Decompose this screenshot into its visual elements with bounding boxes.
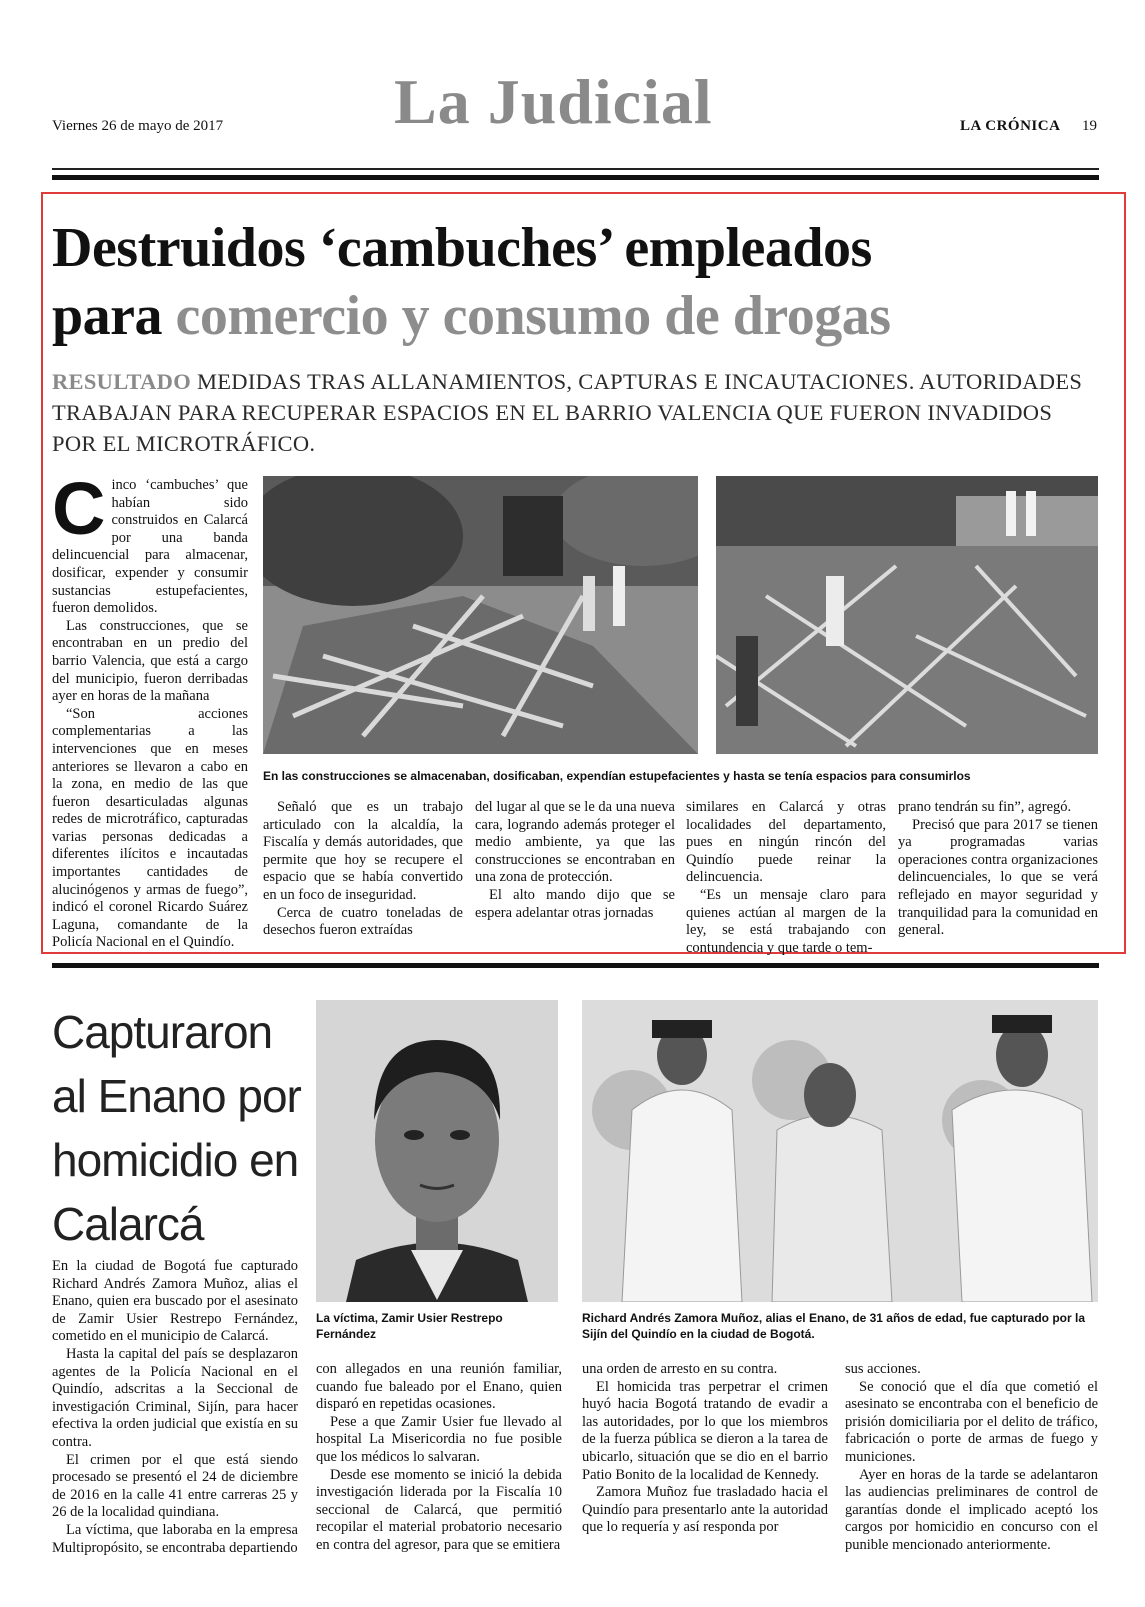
- article2-column-3: [582, 1361, 828, 1537]
- article2-column-2: [316, 1361, 562, 1555]
- article2-column-1: [52, 1258, 298, 1557]
- article-headline: [52, 214, 1122, 350]
- a2-col4-para-1: sus acciones.: [845, 1361, 921, 1377]
- col1-para-3: “Son acciones complementarias a las intervenciones que en meses anteriores se llevaron a cabo en la zona, en medio de las que fueron desarticuladas algunas redes de microtráfico, capturadas varias personas dedicadas a diferentes ilícitos e incautadas importantes cantidades de alucinógenos y armas de fuego”, indicó el coronel Ricardo Suárez Laguna, comandante de la Policía Nacional en el Quindío.: [52, 705, 248, 951]
- article2-column-4: [845, 1361, 1098, 1555]
- drop-cap: C: [52, 467, 106, 550]
- col3-para-1: del lugar al que se le da una nueva cara, logrando además proteger el medio ambiente, ya que las construcciones se encontraban en una zona de protección.: [475, 799, 675, 886]
- victim-portrait-photo: [316, 1000, 558, 1302]
- a2-col3-para-2: El homicida tras perpetrar el crimen huyó hacia Bogotá tratando de evadir a las autoridades, por lo que los miembros de la fuerza pública se dieron a la tarea de ubicarlo, situación que se dio en el barrio Patio Bonito de la localidad de Kennedy.: [582, 1378, 828, 1483]
- a2-col4-para-3: Ayer en horas de la tarde se adelantaron las audiencias preliminares de control de garantías donde el implicado aceptó los cargos por homicidio en concurso con el punible mencionado anteriormente.: [845, 1466, 1098, 1553]
- col2-para-2: Cerca de cuatro toneladas de desechos fueron extraídas: [263, 904, 463, 939]
- col5-para-2: Precisó que para 2017 se tienen ya programadas varias operaciones contra organizaciones delincuenciales, lo que se verá reflejado en mayor seguridad y tranquilidad para la comunidad en general.: [898, 816, 1098, 939]
- section-title: La Judicial: [394, 66, 713, 137]
- col2-para-1: Señaló que es un trabajo articulado con la alcaldía, la Fiscalía y demás autoridades, que permite que hoy se recupere el espacio que se había convertido en un foco de inseguridad.: [263, 799, 463, 903]
- article2-headline: Capturaron al Enano por homicidio en Calarcá: [52, 1006, 301, 1250]
- a2-col2-para-2: Pese a que Zamir Usier fue llevado al hospital La Misericordia no fue posible que los médicos lo salvaran.: [316, 1413, 562, 1465]
- col3-para-2: El alto mando dijo que se espera adelantar otras jornadas: [475, 886, 675, 921]
- a2-col3-para-1: una orden de arresto en su contra.: [582, 1361, 778, 1377]
- article-column-3: [475, 799, 675, 922]
- issue-date: Viernes 26 de mayo de 2017: [52, 118, 224, 134]
- victim-photo-caption: La víctima, Zamir Usier Restrepo Fernández: [316, 1311, 503, 1341]
- a2-col1-para-1: En la ciudad de Bogotá fue capturado Richard Andrés Zamora Muñoz, alias el Enano, quien era buscado por el asesinato de Zamir Usier Restrepo Fernández, cometido en el municipio de Calarcá.: [52, 1258, 298, 1345]
- photo-caption: En las construcciones se almacenaban, dosificaban, expendían estupefacientes y hasta se tenía espacios para consumirlos: [263, 769, 971, 783]
- demolition-photo-1: [263, 476, 698, 754]
- col5-para-1: prano tendrán su fin”, agregó.: [898, 799, 1072, 815]
- headline-line-1: Destruidos ‘cambuches’ empleados: [52, 217, 872, 279]
- article-separator: [52, 963, 1099, 968]
- a2-col2-para-1: con allegados en una reunión familiar, cuando fue baleado por el Enano, quien disparó en repetidas ocasiones.: [316, 1361, 562, 1413]
- capture-photo-caption: Richard Andrés Zamora Muñoz, alias el Enano, de 31 años de edad, fue capturado por la Sijín del Quindío en la ciudad de Bogotá.: [582, 1311, 1086, 1341]
- newspaper-name: LA CRÓNICA: [960, 118, 1061, 134]
- header-rule-thin: [52, 168, 1099, 170]
- article-deck: [52, 366, 1100, 459]
- demolition-photo-2: [716, 476, 1098, 754]
- col1-para-2: Las construcciones, que se encontraban en un predio del barrio Valencia, que está a cargo del municipio, fueron derribadas ayer en horas de la mañana: [52, 617, 248, 705]
- page-number: 19: [1082, 118, 1097, 134]
- a2-col1-para-3: El crimen por el que está siendo procesado se presentó el 24 de diciembre de 2016 en la calle 41 entre carreras 25 y 26 de la localidad quindiana.: [52, 1451, 298, 1521]
- headline-word-para: para: [52, 285, 162, 347]
- article-column-2: [263, 799, 463, 940]
- col4-para-1: similares en Calarcá y otras localidades del departamento, pues en ningún rincón del Quindío puede reinar la delincuencia.: [686, 799, 886, 886]
- capture-photo: [582, 1000, 1098, 1302]
- deck-kicker: RESULTADO: [52, 369, 191, 394]
- col4-para-2: “Es un mensaje claro para quienes actúan al margen de la ley, se está trabajando con contundencia y que tarde o tem-: [686, 886, 886, 956]
- col1-para-1: inco ‘cambuches’ que habían sido construidos en Calarcá por una banda delincuencial para almacenar, dosificar, expender y consumir sustancias estupefacientes, fueron demolidos.: [52, 477, 248, 617]
- a2-col1-para-4: La víctima, que laboraba en la empresa Multipropósito, se encontraba departiendo: [52, 1521, 298, 1556]
- deck-text: MEDIDAS TRAS ALLANAMIENTOS, CAPTURAS E INCAUTACIONES. AUTORIDADES TRABAJAN PARA RECUPERAR ESPACIOS EN EL BARRIO VALENCIA QUE FUERON INVADIDOS POR EL MICROTRÁFICO.: [52, 369, 1083, 456]
- headline-highlight: comercio y consumo de drogas: [175, 285, 891, 347]
- article-column-5: [898, 799, 1098, 940]
- a2-col3-para-3: Zamora Muñoz fue trasladado hacia el Quindío para presentarlo ante la autoridad que lo requería y así responda por: [582, 1484, 828, 1536]
- header-rule-thick: [52, 175, 1099, 180]
- article-column-4: [686, 799, 886, 957]
- a2-col4-para-2: Se conoció que el día que cometió el asesinato se encontraba con el beneficio de prisión domiciliaria por el delito de tráfico, fabricación o porte de armas de fuego y municiones.: [845, 1378, 1098, 1465]
- a2-col1-para-2: Hasta la capital del país se desplazaron agentes de la Policía Nacional en el Quindío, adscritas a la Seccional de investigación Criminal, Sijín, para hacer efectiva la orden judicial que existía en su contra.: [52, 1345, 298, 1450]
- a2-col2-para-3: Desde ese momento se inició la debida investigación liderada por la Fiscalía 10 seccional de Calarcá, que permitió recopilar el material probatorio necesario en contra del agresor, para que se emitiera: [316, 1466, 562, 1553]
- article-column-1: [52, 467, 248, 952]
